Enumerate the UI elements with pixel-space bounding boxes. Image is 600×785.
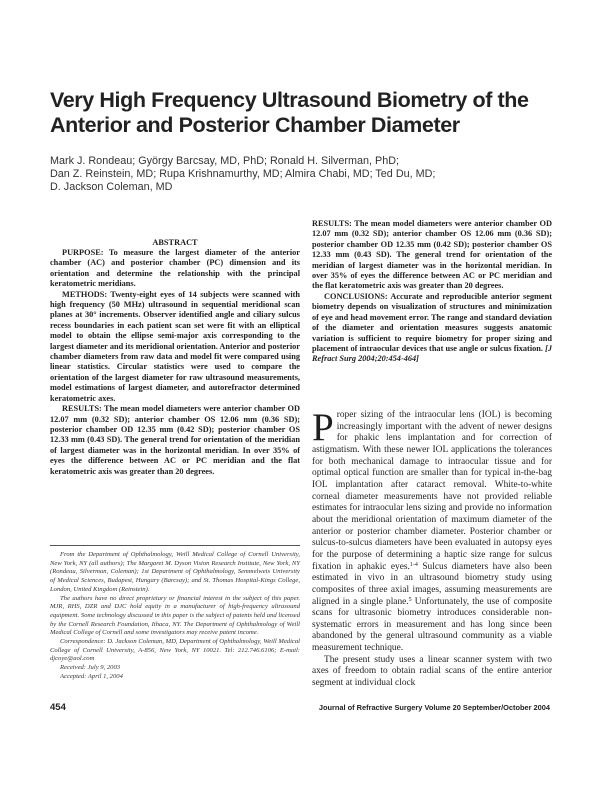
title-line-1: Very High Frequency Ultrasound Biometry of the [50,88,529,112]
abstract-heading: ABSTRACT [152,238,198,247]
body-p1-text-a: roper sizing of the intraocular lens (IOL) is becoming increasingly important with the advent of newer designs for phakic lens implantation and for correction of astigmatism. With these newer IOL applications the tolerances for both mechanical damage to intraocular tissue and for optimal optical function are smaller than for typical in-the-bag IOL implantation after cataract removal. White-to-white corneal diameter measurements have not provided reliable estimates for intraocular lens sizing and provide no information about the meridional orientation of maximum diameter of the anterior or posterior chamber diameter. Posterior chamber or sulcus-to-sulcus diameters have been evaluated in autopsy eyes for the purpose of determining a haptic size range for sulcus fixation in aphakic eyes. [312,410,552,572]
article-title [50,88,560,138]
purpose-text: To measure the largest diameter of the anterior chamber (AC) and posterior chamber (PC) dimension and its orientation and determine the relationship with the principal keratometric meridians. [50,248,300,289]
author-line-1: Mark J. Rondeau; György Barcsay, MD, PhD; Ronald H. Silverman, PhD; [50,155,400,167]
abstract-conclusions [312,292,552,365]
page-number: 454 [50,702,66,713]
citation: [J Refract Surg 2004;20:454-464] [312,344,552,364]
body-p1-text-c: Unfortunately, the use of composite scans for ultrasonic biometry introduces considerable non-systematic errors in measurement and has long since been abandoned by the general ultrasound community as a viable measurement technique. [312,596,552,654]
footnotes [50,551,300,682]
footnote-accepted: Accepted: April 1, 2004 [60,672,123,680]
body-paragraph-1 [312,406,552,655]
abstract-results-continued [312,219,552,292]
author-line-2: Dan Z. Reinstein, MD; Rupa Krishnamurthy, MD; Almira Chabi, MD; Ted Du, MD; [50,168,436,181]
results-label: RESULTS: [62,404,102,414]
citation-ref-2: 5 [408,596,412,603]
abstract-right-column [312,219,552,365]
results-text: The mean model diameters were anterior chamber OD 12.07 mm (0.32 SD); anterior chamber OS 12.06 mm (0.36 SD); posterior chamber OD 12.35 mm (0.42 SD); posterior chamber OS 12.33 mm (0.43 SD). The general trend for orientation of the meridian of largest diameter was in the horizontal meridian. In over 35% of eyes the difference between AC or PC meridian and the flat keratometric axis was greater than 20 degrees. [312,219,552,291]
methods-label: METHODS: [62,289,108,299]
body-p1-text-b: Sulcus diameters have also been estimated in vivo in an ultrasound biometry study using composites of three axial images, assuming measurements are aligned in a single plane. [312,561,552,607]
conclusions-label: CONCLUSIONS: [324,292,388,301]
author-list [50,155,550,195]
abstract-results [50,404,300,496]
conclusions-text: Accurate and reproducible anterior segment biometry depends on visualization of structures and minimization of eye and head movement error. The range and standard deviation of the diameter and orientation measures suggests anatomic variation is sufficient to require biometry for proper sizing and placement of intraocular devices that use angle or sulcus fixation. [312,292,552,354]
footnote-affiliations: From the Department of Ophthalmology, Weill Medical College of Cornell University, New York, NY (all authors); The Margaret M. Dyson Vision Research Institute, New York, NY (Rondeau, Silverman, Coleman); 1st Department of Ophthalmology, Semmelweis University of Medical Sciences, Budapest, Hungary (Barcsay); and St. Thomas Hospital-Kings College, London, United Kingdom (Reinstein). [50,551,300,593]
methods-text: Twenty-eight eyes of 14 subjects were scanned with high frequency (50 MHz) ultrasound in sequential meridional scan planes at 30° increments. Observer identified angle and ciliary sulcus recess boundaries in each patient scan set were fit with an elliptical model to obtain the ellipse semi-major axis corresponding to the largest diameter and its meridional orientation. Anterior and posterior chamber diameters from raw data and model fit were compared using linear statistics. Circular statistics were used to compare the orientation of the largest diameter for raw ultrasound measurements, model estimations of largest diameter, and autorefractor determined keratometric axes. [50,289,300,403]
results-label: RESULTS: [312,219,352,228]
title-line-2: Anterior and Posterior Chamber Diameter [50,113,460,137]
footnote-divider [50,545,300,546]
footnote-disclosure: The authors have no direct proprietary or financial interest in the subject of this paper. MJR, RHS, DZR and DJC hold equity in a manufacturer of high-frequency ultrasound equipment. Some technology discussed in this paper is the subject of patents held and licensed by the Cornell Research Foundation, Ithaca, NY. The Department of Ophthalmology of Weill Medical College of Cornell and some investigators may receive patent income. [50,594,300,637]
article-body [312,406,552,690]
abstract-left-column [50,238,300,496]
abstract-methods [50,290,300,404]
author-line-3: D. Jackson Coleman, MD [50,181,173,194]
journal-info: Journal of Refractive Surgery Volume 20 September/October 2004 [318,703,550,712]
footnote-correspondence: Correspondence: D. Jackson Coleman, MD, Department of Ophthalmology, Weill Medical College of Cornell University, A-856, New York, NY 10021. Tel: 212.746.6106; E-mail: djcoye@aol.com [50,638,300,663]
results-text-continued [312,219,552,292]
body-paragraph-2: The present study uses a linear scanner system with two axes of freedom to obtain radial scans of the entire anterior segment at individual clock [312,654,552,689]
purpose-label: PURPOSE: [62,248,104,257]
citation-ref-1: 1-4 [409,561,418,568]
drop-cap: P [312,406,334,449]
results-text: The mean model diameters were anterior chamber OD 12.07 mm (0.32 SD); anterior chamber OS 12.06 mm (0.36 SD); posterior chamber OD 12.35 mm (0.42 SD); posterior chamber OS 12.33 mm (0.43 SD). The general trend for orientation of the meridian of largest diameter was in the horizontal meridian. In over 35% of eyes the difference between AC or PC meridian and the flat keratometric axis was greater than 20 degrees. [50,404,300,476]
abstract-purpose [50,248,300,290]
footnote-received: Received: July 9, 2003 [60,664,121,672]
